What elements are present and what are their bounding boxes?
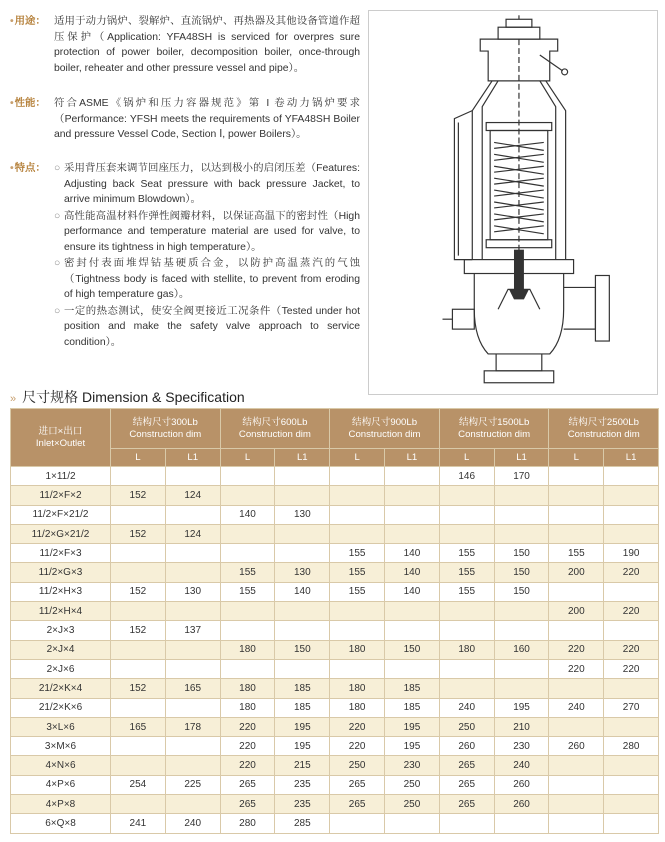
dimension-cell bbox=[439, 486, 494, 505]
size-cell: 4×N×6 bbox=[11, 756, 111, 775]
dimension-cell: 178 bbox=[165, 717, 220, 736]
dimension-cell bbox=[604, 486, 659, 505]
sub-header-l: L bbox=[111, 449, 166, 467]
dimension-cell: 185 bbox=[385, 679, 440, 698]
dimension-cell bbox=[330, 486, 385, 505]
dimension-cell bbox=[275, 621, 330, 640]
dimension-cell bbox=[165, 756, 220, 775]
sub-header-l1: L1 bbox=[275, 449, 330, 467]
table-body bbox=[11, 467, 659, 834]
bullet-icon: ○ bbox=[54, 305, 61, 317]
dimension-cell: 265 bbox=[330, 795, 385, 814]
size-cell: 4×P×6 bbox=[11, 775, 111, 794]
dimension-cell: 220 bbox=[549, 640, 604, 659]
application-label: •用途： bbox=[10, 16, 46, 27]
dimension-cell bbox=[330, 524, 385, 543]
dimension-cell: 150 bbox=[494, 582, 549, 601]
dimension-cell: 230 bbox=[385, 756, 440, 775]
dimension-cell bbox=[549, 756, 604, 775]
dimension-cell bbox=[494, 524, 549, 543]
dimension-cell: 155 bbox=[330, 582, 385, 601]
dimension-cell: 180 bbox=[220, 640, 275, 659]
dimension-cell bbox=[165, 505, 220, 524]
size-cell: 11/2×G×3 bbox=[11, 563, 111, 582]
performance-block bbox=[10, 96, 360, 143]
dimension-cell: 152 bbox=[111, 582, 166, 601]
double-chevron-icon: » bbox=[10, 393, 17, 405]
dimension-cell bbox=[111, 563, 166, 582]
dimension-cell: 190 bbox=[604, 544, 659, 563]
dimension-cell bbox=[165, 737, 220, 756]
dimension-cell: 220 bbox=[604, 659, 659, 678]
dimension-cell bbox=[165, 602, 220, 621]
dimension-cell bbox=[549, 467, 604, 486]
bullet-icon: ○ bbox=[54, 210, 61, 222]
table-row bbox=[11, 814, 659, 833]
dimension-cell bbox=[275, 524, 330, 543]
dimension-cell: 195 bbox=[275, 737, 330, 756]
dimension-cell bbox=[111, 737, 166, 756]
dimension-cell: 265 bbox=[439, 775, 494, 794]
features-block bbox=[10, 161, 360, 351]
table-row bbox=[11, 486, 659, 505]
dimension-cell: 155 bbox=[220, 563, 275, 582]
dimension-cell bbox=[330, 467, 385, 486]
dimension-cell bbox=[494, 814, 549, 833]
dimension-cell: 265 bbox=[330, 775, 385, 794]
dimension-cell bbox=[165, 640, 220, 659]
dimension-cell: 150 bbox=[385, 640, 440, 659]
dimension-cell: 185 bbox=[275, 679, 330, 698]
dimension-cell bbox=[165, 698, 220, 717]
sub-header-l: L bbox=[439, 449, 494, 467]
table-row bbox=[11, 640, 659, 659]
size-cell: 11/2×F×2 bbox=[11, 486, 111, 505]
class-header-2500lb: 结构尺寸2500Lb Construction dim bbox=[549, 409, 659, 449]
dimension-cell: 165 bbox=[165, 679, 220, 698]
dimension-cell: 155 bbox=[330, 544, 385, 563]
dimension-cell: 220 bbox=[549, 659, 604, 678]
dimension-cell bbox=[604, 621, 659, 640]
dimension-cell bbox=[385, 486, 440, 505]
dimension-cell bbox=[549, 582, 604, 601]
dimension-cell bbox=[220, 467, 275, 486]
dimension-cell: 240 bbox=[439, 698, 494, 717]
dimension-cell bbox=[494, 659, 549, 678]
dimension-cell bbox=[220, 602, 275, 621]
dimension-cell bbox=[330, 505, 385, 524]
dimension-cell: 180 bbox=[330, 679, 385, 698]
dimension-cell bbox=[111, 602, 166, 621]
dimension-cell: 270 bbox=[604, 698, 659, 717]
features-list bbox=[54, 161, 360, 350]
dimension-cell bbox=[111, 640, 166, 659]
table-row bbox=[11, 467, 659, 486]
feature-item: ○ 密封付表面堆焊钴基硬质合金，以防护高温蒸汽的气蚀（Tightness body is faced with stellite, to prevent from eroding of high temperature gas）。 bbox=[54, 258, 360, 300]
dimension-cell: 150 bbox=[494, 544, 549, 563]
dimension-cell bbox=[604, 814, 659, 833]
dimension-cell: 124 bbox=[165, 524, 220, 543]
dimension-cell bbox=[275, 486, 330, 505]
table-row bbox=[11, 621, 659, 640]
dimension-cell bbox=[549, 679, 604, 698]
dimension-cell bbox=[220, 621, 275, 640]
feature-item: ○ 一定的热态测试，使安全阀更接近工况条件（Tested under hot position and make the safety valve approach to service condition）。 bbox=[54, 305, 360, 348]
table-row bbox=[11, 524, 659, 543]
dimension-cell: 152 bbox=[111, 486, 166, 505]
dimension-cell: 165 bbox=[111, 717, 166, 736]
dimension-cell bbox=[604, 679, 659, 698]
dimension-cell bbox=[330, 602, 385, 621]
dimension-cell bbox=[385, 621, 440, 640]
size-cell: 2×J×3 bbox=[11, 621, 111, 640]
class-header-600lb: 结构尺寸600Lb Construction dim bbox=[220, 409, 330, 449]
dimension-cell: 180 bbox=[439, 640, 494, 659]
sub-header-l: L bbox=[549, 449, 604, 467]
dimension-cell: 170 bbox=[494, 467, 549, 486]
dimension-cell: 254 bbox=[111, 775, 166, 794]
dimension-cell: 152 bbox=[111, 524, 166, 543]
dimension-cell: 130 bbox=[275, 563, 330, 582]
dimension-cell: 130 bbox=[275, 505, 330, 524]
dimension-cell: 155 bbox=[439, 563, 494, 582]
sub-header-l1: L1 bbox=[494, 449, 549, 467]
dimension-cell bbox=[549, 486, 604, 505]
dimension-cell bbox=[494, 679, 549, 698]
dimension-cell bbox=[549, 505, 604, 524]
dimension-cell: 240 bbox=[165, 814, 220, 833]
dimension-cell bbox=[165, 467, 220, 486]
dimension-cell bbox=[439, 524, 494, 543]
table-row bbox=[11, 756, 659, 775]
size-cell: 3×L×6 bbox=[11, 717, 111, 736]
dimension-cell: 260 bbox=[549, 737, 604, 756]
dimension-cell: 235 bbox=[275, 775, 330, 794]
table-row bbox=[11, 505, 659, 524]
dimension-cell bbox=[330, 659, 385, 678]
dimension-cell bbox=[604, 795, 659, 814]
dimension-cell: 230 bbox=[494, 737, 549, 756]
dimension-cell: 124 bbox=[165, 486, 220, 505]
inlet-outlet-header: 进口×出口 Inlet×Outlet bbox=[11, 409, 111, 467]
dimension-cell bbox=[330, 621, 385, 640]
table-row bbox=[11, 582, 659, 601]
dimension-cell: 195 bbox=[385, 737, 440, 756]
dimension-cell bbox=[165, 659, 220, 678]
dimension-cell bbox=[275, 602, 330, 621]
dimension-cell: 280 bbox=[604, 737, 659, 756]
dimension-cell: 241 bbox=[111, 814, 166, 833]
size-cell: 2×J×4 bbox=[11, 640, 111, 659]
dimension-cell bbox=[549, 814, 604, 833]
dimension-cell: 265 bbox=[439, 795, 494, 814]
dimension-cell: 220 bbox=[604, 602, 659, 621]
dimension-cell: 152 bbox=[111, 679, 166, 698]
bullet-icon: ○ bbox=[54, 163, 61, 174]
dimension-cell bbox=[385, 505, 440, 524]
size-cell: 1×11/2 bbox=[11, 467, 111, 486]
dimension-cell: 240 bbox=[549, 698, 604, 717]
dimension-cell: 195 bbox=[385, 717, 440, 736]
dimension-cell: 220 bbox=[330, 737, 385, 756]
dimension-cell: 180 bbox=[330, 640, 385, 659]
dimension-cell: 155 bbox=[220, 582, 275, 601]
dimension-cell: 155 bbox=[330, 563, 385, 582]
dimension-cell: 180 bbox=[330, 698, 385, 717]
dimension-cell bbox=[111, 756, 166, 775]
sub-header-l1: L1 bbox=[165, 449, 220, 467]
dimension-cell: 215 bbox=[275, 756, 330, 775]
feature-item: ○ 高性能高温材料作弹性阀瓣材料，以保证高温下的密封性（High performance and temperature material are used for valve, to ensure its tightness in high temperature）。 bbox=[54, 210, 360, 253]
dimension-cell bbox=[494, 486, 549, 505]
dimension-cell: 195 bbox=[494, 698, 549, 717]
dimension-cell: 220 bbox=[220, 756, 275, 775]
sub-header-l1: L1 bbox=[385, 449, 440, 467]
table-row bbox=[11, 775, 659, 794]
dimension-cell: 265 bbox=[439, 756, 494, 775]
dimension-cell: 220 bbox=[220, 717, 275, 736]
table-row bbox=[11, 563, 659, 582]
dimension-cell: 185 bbox=[275, 698, 330, 717]
dimension-cell: 150 bbox=[275, 640, 330, 659]
dimension-cell: 240 bbox=[494, 756, 549, 775]
dimension-cell bbox=[439, 505, 494, 524]
dimension-cell bbox=[494, 505, 549, 524]
table-row bbox=[11, 737, 659, 756]
performance-text: 符合ASME《锅炉和压力容器规范》第 I 卷动力锅炉要求（Performance: YFSH meets the requirements of YFA48SH Boiler and pressure Vessel Code, Section Ⅰ, power Boilers）。 bbox=[54, 98, 360, 140]
dimension-cell bbox=[111, 795, 166, 814]
dimension-cell bbox=[275, 659, 330, 678]
dimension-cell bbox=[385, 467, 440, 486]
dimension-cell bbox=[385, 602, 440, 621]
size-cell: 11/2×F×3 bbox=[11, 544, 111, 563]
dimension-cell bbox=[549, 524, 604, 543]
dimension-cell: 150 bbox=[494, 563, 549, 582]
dimension-cell: 140 bbox=[385, 563, 440, 582]
dimension-cell: 140 bbox=[385, 582, 440, 601]
dimension-cell bbox=[549, 795, 604, 814]
table-row bbox=[11, 602, 659, 621]
size-cell: 11/2×H×4 bbox=[11, 602, 111, 621]
dimension-cell bbox=[549, 717, 604, 736]
dimension-cell: 130 bbox=[165, 582, 220, 601]
dimension-cell: 235 bbox=[275, 795, 330, 814]
dimension-cell bbox=[604, 505, 659, 524]
dimension-cell: 210 bbox=[494, 717, 549, 736]
dimension-cell: 220 bbox=[330, 717, 385, 736]
application-block bbox=[10, 14, 360, 76]
dimension-cell bbox=[220, 659, 275, 678]
dimension-cell: 140 bbox=[275, 582, 330, 601]
dimension-cell bbox=[385, 814, 440, 833]
table-row bbox=[11, 717, 659, 736]
dimension-cell: 220 bbox=[604, 563, 659, 582]
dimension-cell: 155 bbox=[439, 544, 494, 563]
dimension-cell bbox=[330, 814, 385, 833]
section-title: » 尺寸规格 Dimension & Specification bbox=[10, 389, 245, 405]
dimension-cell bbox=[494, 621, 549, 640]
dimension-cell: 220 bbox=[220, 737, 275, 756]
dimension-cell bbox=[165, 544, 220, 563]
dimension-cell: 155 bbox=[439, 582, 494, 601]
class-header-300lb: 结构尺寸300Lb Construction dim bbox=[111, 409, 221, 449]
dimension-cell bbox=[439, 602, 494, 621]
size-cell: 21/2×K×4 bbox=[11, 679, 111, 698]
dimension-cell: 250 bbox=[439, 717, 494, 736]
dimension-cell bbox=[220, 524, 275, 543]
dimension-cell bbox=[604, 582, 659, 601]
dimension-cell bbox=[549, 621, 604, 640]
dimension-cell: 250 bbox=[385, 775, 440, 794]
dimension-cell bbox=[220, 486, 275, 505]
class-header-1500lb: 结构尺寸1500Lb Construction dim bbox=[439, 409, 549, 449]
size-cell: 3×M×6 bbox=[11, 737, 111, 756]
sub-header-l: L bbox=[220, 449, 275, 467]
dimension-cell bbox=[111, 659, 166, 678]
dimension-cell: 265 bbox=[220, 775, 275, 794]
table-row bbox=[11, 544, 659, 563]
dimension-cell bbox=[604, 467, 659, 486]
dimension-cell: 250 bbox=[330, 756, 385, 775]
size-cell: 4×P×8 bbox=[11, 795, 111, 814]
features-label: •特点： bbox=[10, 163, 46, 174]
dimension-cell: 180 bbox=[220, 698, 275, 717]
dimension-cell bbox=[494, 602, 549, 621]
dimension-cell: 265 bbox=[220, 795, 275, 814]
size-cell: 11/2×H×3 bbox=[11, 582, 111, 601]
dimension-cell bbox=[111, 698, 166, 717]
size-cell: 11/2×F×21/2 bbox=[11, 505, 111, 524]
dimension-cell: 155 bbox=[549, 544, 604, 563]
dimension-cell bbox=[439, 659, 494, 678]
table-row bbox=[11, 679, 659, 698]
dimension-cell bbox=[439, 679, 494, 698]
dimension-cell: 225 bbox=[165, 775, 220, 794]
dimension-cell: 200 bbox=[549, 563, 604, 582]
application-text: 适用于动力锅炉、裂解炉、直流锅炉、再热器及其他设备管道作超压保护（Application: YFA48SH is serviced for overpres sure protection of power boiler, decomposition boiler, once-through boiler, reheater and other pressure vessel and pipe）。 bbox=[54, 16, 360, 74]
dimension-cell bbox=[604, 524, 659, 543]
bullet-icon: ○ bbox=[54, 258, 61, 269]
dimension-cell bbox=[604, 717, 659, 736]
dimension-cell: 180 bbox=[220, 679, 275, 698]
dimension-cell: 195 bbox=[275, 717, 330, 736]
dimension-cell bbox=[439, 814, 494, 833]
dimension-cell: 152 bbox=[111, 621, 166, 640]
dimension-cell: 280 bbox=[220, 814, 275, 833]
safety-valve-cross-section-icon bbox=[369, 11, 657, 394]
dimension-cell bbox=[604, 756, 659, 775]
dimension-cell: 260 bbox=[494, 775, 549, 794]
dimension-cell bbox=[385, 659, 440, 678]
dimension-cell bbox=[549, 775, 604, 794]
table-row bbox=[11, 659, 659, 678]
dimension-cell bbox=[439, 621, 494, 640]
dimension-cell bbox=[220, 544, 275, 563]
dimension-cell: 250 bbox=[385, 795, 440, 814]
dimension-cell bbox=[165, 795, 220, 814]
dimension-cell: 160 bbox=[494, 640, 549, 659]
dimension-cell bbox=[385, 524, 440, 543]
dimension-cell: 220 bbox=[604, 640, 659, 659]
valve-drawing bbox=[368, 10, 658, 395]
sub-header-l1: L1 bbox=[604, 449, 659, 467]
dimension-cell bbox=[275, 544, 330, 563]
dimension-cell: 146 bbox=[439, 467, 494, 486]
dimension-cell: 260 bbox=[494, 795, 549, 814]
dimension-cell: 140 bbox=[385, 544, 440, 563]
dimension-cell bbox=[275, 467, 330, 486]
dimension-cell bbox=[604, 775, 659, 794]
feature-item: ○ 采用背压套来调节回座压力，以达到极小的启闭压差（Features: Adjusting back Seat pressure with back pressure Jacket, to arrive minimum Blowdown）。 bbox=[54, 163, 360, 205]
dimension-cell: 200 bbox=[549, 602, 604, 621]
dimension-cell: 140 bbox=[220, 505, 275, 524]
dimension-cell bbox=[111, 505, 166, 524]
dimension-cell: 137 bbox=[165, 621, 220, 640]
dimension-cell: 185 bbox=[385, 698, 440, 717]
dimension-cell bbox=[165, 563, 220, 582]
class-header-900lb: 结构尺寸900Lb Construction dim bbox=[330, 409, 440, 449]
size-cell: 11/2×G×21/2 bbox=[11, 524, 111, 543]
table-row bbox=[11, 795, 659, 814]
dimension-cell bbox=[111, 544, 166, 563]
size-cell: 6×Q×8 bbox=[11, 814, 111, 833]
dimension-table bbox=[10, 408, 659, 834]
size-cell: 21/2×K×6 bbox=[11, 698, 111, 717]
dimension-cell: 285 bbox=[275, 814, 330, 833]
table-row bbox=[11, 698, 659, 717]
size-cell: 2×J×6 bbox=[11, 659, 111, 678]
performance-label: •性能： bbox=[10, 98, 46, 109]
dimension-cell: 260 bbox=[439, 737, 494, 756]
sub-header-l: L bbox=[330, 449, 385, 467]
dimension-cell bbox=[111, 467, 166, 486]
